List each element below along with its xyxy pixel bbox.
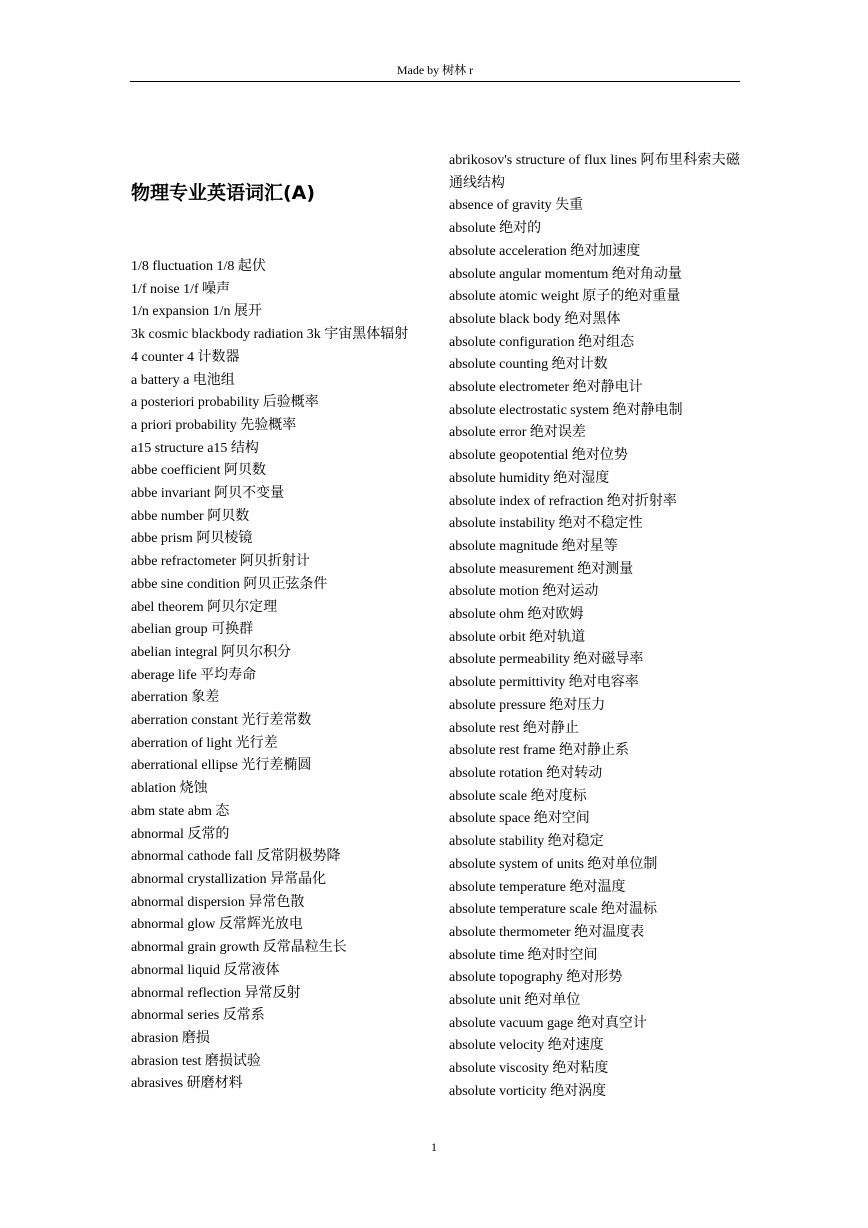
glossary-entry: abbe invariant 阿贝不变量 — [131, 486, 285, 502]
glossary-entry: absolute ohm 绝对欧姆 — [449, 607, 584, 623]
glossary-entry: absolute instability 绝对不稳定性 — [449, 516, 643, 532]
glossary-entry: absolute rest frame 绝对静止系 — [449, 743, 630, 759]
glossary-entry: aberration constant 光行差常数 — [131, 713, 312, 729]
glossary-entry: abnormal liquid 反常液体 — [131, 962, 280, 978]
glossary-entry: abelian group 可换群 — [131, 622, 254, 638]
glossary-entry: absolute angular momentum 绝对角动量 — [449, 266, 682, 282]
glossary-entry: abbe sine condition 阿贝正弦条件 — [131, 576, 328, 592]
glossary-entry: a posteriori probability 后验概率 — [131, 395, 319, 411]
glossary-entry: ablation 烧蚀 — [131, 781, 208, 797]
glossary-entry: absolute counting 绝对计数 — [449, 357, 608, 373]
glossary-entry: absolute atomic weight 原子的绝对重量 — [449, 289, 681, 305]
glossary-entry: absolute black body 绝对黑体 — [449, 311, 621, 327]
document-title: 物理专业英语词汇(A) — [131, 182, 316, 204]
glossary-entry: absolute magnitude 绝对星等 — [449, 538, 618, 554]
glossary-entry: abbe coefficient 阿贝数 — [131, 463, 267, 479]
glossary-entry: absolute thermometer 绝对温度表 — [449, 924, 645, 940]
glossary-entry: absolute index of refraction 绝对折射率 — [449, 493, 677, 509]
glossary-entry: abel theorem 阿贝尔定理 — [131, 599, 278, 615]
glossary-entry: abnormal dispersion 异常色散 — [131, 894, 305, 910]
glossary-entry: absolute rotation 绝对转动 — [449, 765, 603, 781]
glossary-entry: abnormal crystallization 异常晶化 — [131, 871, 327, 887]
glossary-column-left — [131, 256, 421, 1096]
glossary-entry: absolute electrostatic system 绝对静电制 — [449, 402, 683, 418]
glossary-entry: abelian integral 阿贝尔积分 — [131, 644, 292, 660]
glossary-entry: aberration of light 光行差 — [131, 735, 278, 751]
glossary-entry: absolute acceleration 绝对加速度 — [449, 243, 641, 259]
glossary-entry: absolute viscosity 绝对粘度 — [449, 1061, 609, 1077]
glossary-entry: 1/f noise 1/f 噪声 — [131, 281, 231, 297]
glossary-entry: aberage life 平均寿命 — [131, 667, 257, 683]
glossary-entry: absolute rest 绝对静止 — [449, 720, 579, 736]
glossary-entry: absolute temperature scale 绝对温标 — [449, 902, 657, 918]
glossary-entry: absence of gravity 失重 — [449, 198, 584, 214]
glossary-entry: absolute velocity 绝对速度 — [449, 1038, 604, 1054]
glossary-entry: absolute orbit 绝对轨道 — [449, 629, 586, 645]
glossary-entry: abrasion test 磨损试验 — [131, 1053, 261, 1069]
glossary-entry: absolute measurement 绝对测量 — [449, 561, 634, 577]
glossary-entry: a battery a 电池组 — [131, 372, 235, 388]
glossary-entry: abnormal series 反常系 — [131, 1008, 265, 1024]
glossary-entry: 4 counter 4 计数器 — [131, 349, 240, 365]
header-divider — [130, 81, 740, 82]
glossary-entry: aberration 象差 — [131, 690, 220, 706]
glossary-entry: 1/n expansion 1/n 展开 — [131, 304, 263, 320]
glossary-entry: absolute motion 绝对运动 — [449, 584, 599, 600]
glossary-entry: abnormal grain growth 反常晶粒生长 — [131, 940, 347, 956]
glossary-entry: a15 structure a15 结构 — [131, 440, 259, 456]
glossary-entry: abbe prism 阿贝棱镜 — [131, 531, 253, 547]
glossary-entry: abnormal 反常的 — [131, 826, 230, 842]
glossary-entry: absolute temperature 绝对温度 — [449, 879, 626, 895]
glossary-entry: 3k cosmic blackbody radiation 3k 宇宙黑体辐射 — [131, 327, 409, 343]
glossary-entry: absolute stability 绝对稳定 — [449, 834, 604, 850]
glossary-entry: absolute scale 绝对度标 — [449, 788, 587, 804]
glossary-entry: abbe refractometer 阿贝折射计 — [131, 554, 310, 570]
glossary-entry: absolute configuration 绝对组态 — [449, 334, 635, 350]
glossary-entry: absolute space 绝对空间 — [449, 811, 590, 827]
glossary-entry: abbe number 阿贝数 — [131, 508, 250, 524]
glossary-entry: abnormal glow 反常辉光放电 — [131, 917, 303, 933]
glossary-entry: absolute pressure 绝对压力 — [449, 697, 606, 713]
glossary-entry: a priori probability 先验概率 — [131, 417, 297, 433]
glossary-entry: abm state abm 态 — [131, 803, 230, 819]
glossary-entry: 1/8 fluctuation 1/8 起伏 — [131, 259, 266, 274]
glossary-entry: absolute system of units 绝对单位制 — [449, 856, 658, 872]
glossary-entry: absolute vorticity 绝对涡度 — [449, 1083, 607, 1099]
glossary-entry: absolute electrometer 绝对静电计 — [449, 380, 643, 396]
glossary-entry: abrasives 研磨材料 — [131, 1076, 243, 1092]
glossary-entry: absolute permeability 绝对磁导率 — [449, 652, 644, 668]
glossary-entry: absolute 绝对的 — [449, 221, 542, 237]
glossary-entry: aberrational ellipse 光行差椭圆 — [131, 758, 312, 774]
glossary-column-right — [449, 150, 740, 1104]
glossary-entry: absolute time 绝对时空间 — [449, 947, 598, 963]
page-header: Made by 树林 r — [396, 63, 474, 77]
glossary-entry: abrikosov's structure of flux lines 阿布里科索夫磁通线结构 — [449, 153, 740, 191]
glossary-entry: absolute humidity 绝对湿度 — [449, 470, 610, 486]
glossary-entry: abnormal cathode fall 反常阴极势降 — [131, 849, 341, 865]
glossary-entry: absolute error 绝对误差 — [449, 425, 586, 441]
glossary-entry: absolute permittivity 绝对电容率 — [449, 675, 639, 691]
glossary-entry: abnormal reflection 异常反射 — [131, 985, 301, 1001]
glossary-entry: absolute unit 绝对单位 — [449, 993, 581, 1009]
page-number: 1 — [431, 1140, 437, 1154]
glossary-entry: absolute geopotential 绝对位势 — [449, 448, 628, 464]
glossary-entry: absolute topography 绝对形势 — [449, 970, 623, 986]
glossary-entry: abrasion 磨损 — [131, 1030, 210, 1046]
glossary-entry: absolute vacuum gage 绝对真空计 — [449, 1015, 647, 1031]
